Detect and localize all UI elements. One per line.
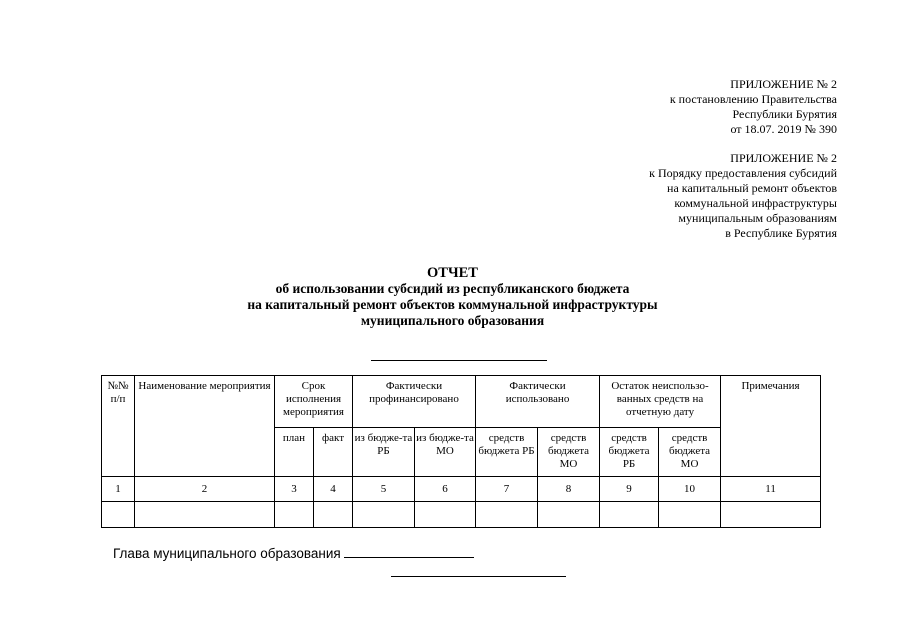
column-number: 8 [538,477,600,502]
empty-cell[interactable] [135,502,275,528]
appendix-line: на капитальный ремонт объектов [667,181,837,195]
appendix-line: ПРИЛОЖЕНИЕ № 2 [730,151,837,165]
column-number: 9 [600,477,659,502]
empty-cell[interactable] [600,502,659,528]
appendix-line: к Порядку предоставления субсидий [649,166,837,180]
column-number: 11 [721,477,821,502]
report-title-main: ОТЧЕТ [427,265,478,281]
appendix-line: ПРИЛОЖЕНИЕ № 2 [730,77,837,91]
appendix-to-procedure [649,151,837,241]
signature-name-blank[interactable] [391,576,566,577]
signature-label: Глава муниципального образования [113,546,341,561]
appendix-line: муниципальным образованиям [678,211,837,225]
header-name: Наименование мероприятия [135,376,275,477]
subheader-fin-rb: из бюдже-та РБ [353,428,415,477]
header-remainder: Остаток неиспользо-ванных средств на отчетную дату [600,376,721,428]
column-number: 5 [353,477,415,502]
empty-cell[interactable] [538,502,600,528]
signature-block [113,545,474,561]
column-number: 3 [275,477,314,502]
appendix-line: Республики Бурятия [732,107,837,121]
appendix-to-resolution [670,77,837,137]
subheader-fin-mo: из бюдже-та МО [415,428,476,477]
table-header-row [102,376,821,428]
report-title-line: муниципального образования [360,313,545,328]
report-table [101,375,821,528]
empty-cell[interactable] [659,502,721,528]
subheader-used-rb: средств бюджета РБ [476,428,538,477]
empty-cell[interactable] [353,502,415,528]
appendix-line: к постановлению Правительства [669,92,837,106]
empty-cell[interactable] [102,502,135,528]
column-number: 1 [102,477,135,502]
empty-cell[interactable] [314,502,353,528]
column-number: 2 [135,477,275,502]
report-title-line: на капитальный ремонт объектов коммунальной инфраструктуры [247,297,658,312]
subheader-used-mo: средств бюджета МО [538,428,600,477]
table-row [102,502,821,528]
appendix-line: от 18.07. 2019 № 390 [730,122,837,136]
report-title [0,265,905,329]
column-number: 6 [415,477,476,502]
header-used: Фактически использовано [476,376,600,428]
column-number-row [102,477,821,502]
column-number: 4 [314,477,353,502]
empty-cell[interactable] [275,502,314,528]
signature-blank[interactable] [344,545,474,558]
appendix-line: коммунальной инфраструктуры [674,196,837,210]
empty-cell[interactable] [721,502,821,528]
subheader-rem-rb: средств бюджета РБ [600,428,659,477]
subheader-rem-mo: средств бюджета МО [659,428,721,477]
municipality-name-blank[interactable] [371,360,547,361]
header-term: Срок исполнения мероприятия [275,376,353,428]
column-number: 10 [659,477,721,502]
subheader-plan: план [275,428,314,477]
column-number: 7 [476,477,538,502]
header-notes: Примечания [721,376,821,477]
report-title-line: об использовании субсидий из республиканского бюджета [275,281,630,296]
empty-cell[interactable] [415,502,476,528]
empty-cell[interactable] [476,502,538,528]
appendix-line: в Республике Бурятия [725,226,837,240]
header-financed: Фактически профинансировано [353,376,476,428]
header-num: №№ п/п [102,376,135,477]
subheader-fact: факт [314,428,353,477]
